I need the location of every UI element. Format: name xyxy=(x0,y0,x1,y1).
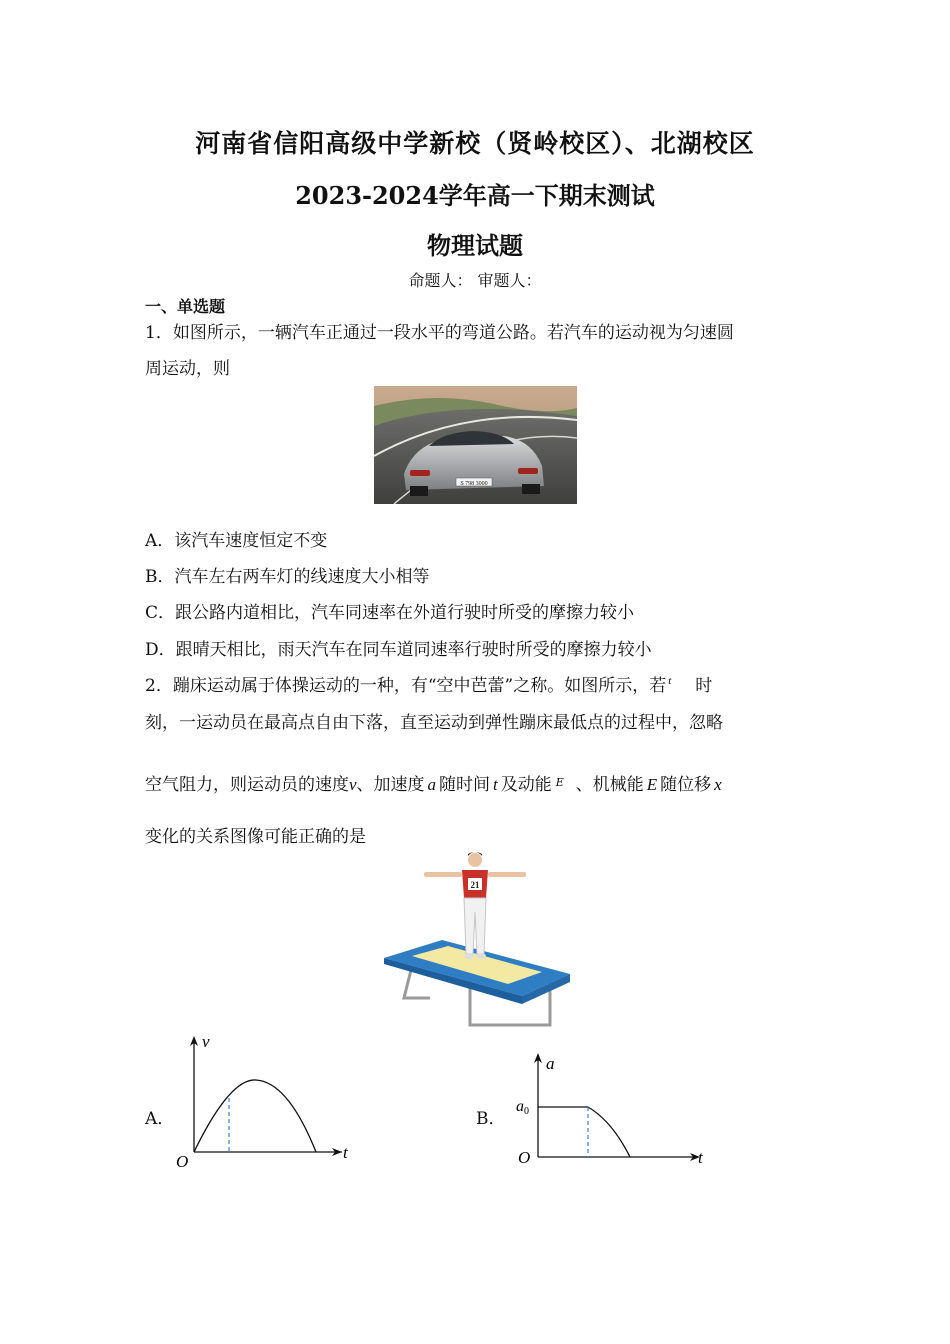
q2-stem-part: 随时间 xyxy=(439,775,491,795)
a0-label xyxy=(516,1098,529,1117)
q2-stem-line2: 刻，一运动员在最高点自由下落，直至运动到弹性蹦床最低点的过程中，忽略 xyxy=(145,713,723,733)
q1-option-b: B．汽车左右两车灯的线速度大小相等 xyxy=(145,567,430,587)
graph-b xyxy=(508,1045,708,1175)
y-axis-label: a xyxy=(546,1054,555,1073)
exam-title: 2023-2024学年高一下期末测试 xyxy=(295,181,655,210)
acceleration-curve xyxy=(538,1107,630,1157)
q2-stem-part: 及动能 xyxy=(500,775,552,795)
t-symbol: t xyxy=(668,675,672,688)
e-symbol: E xyxy=(646,775,658,794)
graph-a xyxy=(170,1030,360,1175)
section-heading: 一、单选题 xyxy=(145,297,226,316)
ek-symbol: E xyxy=(555,776,564,789)
origin-label: O xyxy=(518,1148,531,1167)
q2-stem-part: 空气阻力，则运动员的速度 xyxy=(145,775,349,795)
x-axis-label: t xyxy=(343,1143,348,1162)
q2-stem-part: 时 xyxy=(695,676,713,696)
q2-stem-line4: 变化的关系图像可能正确的是 xyxy=(145,827,366,847)
q1-option-d: D．跟晴天相比，雨天汽车在同车道同速率行驶时所受的摩擦力较小 xyxy=(145,640,652,660)
velocity-curve xyxy=(194,1080,316,1152)
a0-letter: a xyxy=(516,1098,524,1115)
q2-stem-line3 xyxy=(145,770,722,795)
q2-stem-part: 、机械能 xyxy=(575,775,644,795)
graph-a-label: A． xyxy=(145,1109,175,1129)
trampoline-figure xyxy=(382,850,572,1028)
q1-stem-line1: 1．如图所示，一辆汽车正通过一段水平的弯道公路。若汽车的运动视为匀速圆 xyxy=(145,323,734,343)
a0-subscript: 0 xyxy=(524,1106,529,1117)
jersey-number: 21 xyxy=(470,880,480,890)
authors-line: 命题人： 审题人： xyxy=(408,271,542,290)
subject-title: 物理试题 xyxy=(427,231,523,260)
q2-stem-part: 随位移 xyxy=(660,775,712,795)
school-title: 河南省信阳高级中学新校（贤岭校区）、北湖校区 xyxy=(195,129,755,158)
q2-stem-part: 2．蹦床运动属于体操运动的一种，有“空中芭蕾”之称。如图所示，若 xyxy=(145,676,667,696)
q1-option-c: C．跟公路内道相比，汽车同速率在外道行驶时所受的摩擦力较小 xyxy=(145,603,635,623)
x-symbol: x xyxy=(714,775,722,794)
q2-stem-line1 xyxy=(145,671,712,696)
license-plate-text: S 798 3000 xyxy=(460,481,488,487)
q1-stem-line2: 周运动，则 xyxy=(145,359,230,379)
y-axis-label: v xyxy=(202,1032,210,1051)
t-symbol: t xyxy=(493,775,498,794)
v-symbol: v xyxy=(349,775,357,794)
car-photo xyxy=(374,386,577,504)
q1-option-a: A．该汽车速度恒定不变 xyxy=(145,531,328,551)
origin-label: O xyxy=(176,1152,189,1171)
a-symbol: a xyxy=(427,775,437,794)
x-axis-label: t xyxy=(698,1148,703,1167)
graph-b-label: B． xyxy=(476,1109,506,1129)
q2-stem-part: 、加速度 xyxy=(356,775,425,795)
